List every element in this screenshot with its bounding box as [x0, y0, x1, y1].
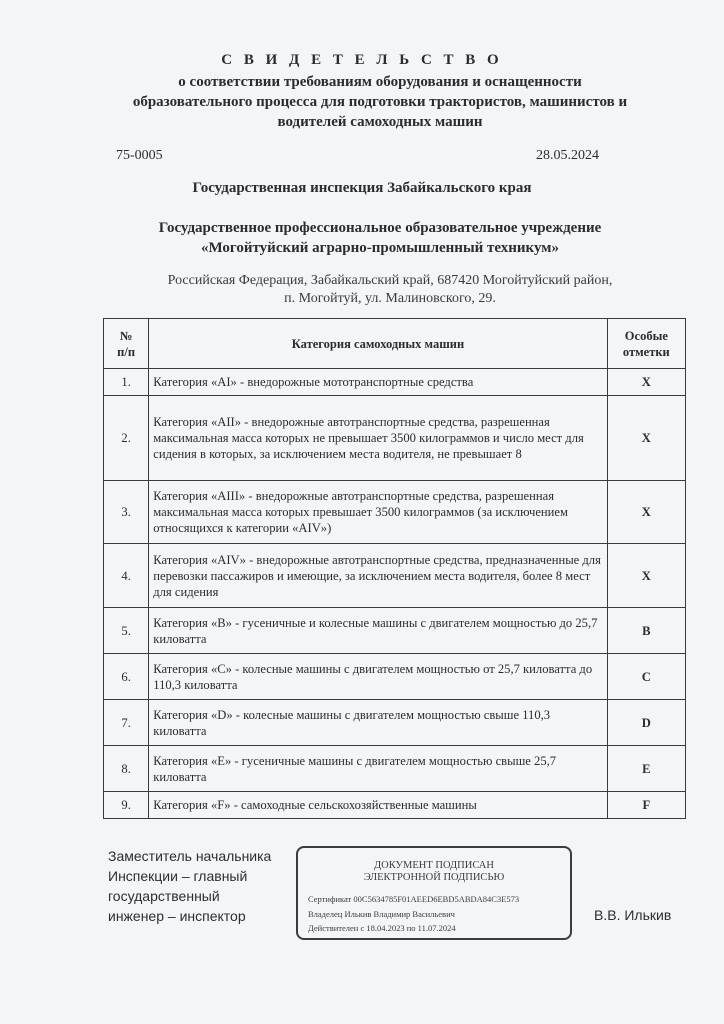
table-row: [104, 396, 686, 481]
table-row: [104, 654, 686, 700]
row-category: Категория «F» - самоходные сельскохозяйственные машины: [149, 792, 607, 819]
row-mark: E: [607, 746, 685, 792]
organization-address: [100, 272, 680, 308]
row-mark: Х: [607, 481, 685, 544]
table-row: [104, 369, 686, 396]
table-row: [104, 792, 686, 819]
electronic-signature-stamp: [296, 846, 572, 940]
stamp-owner: Владелец Илькив Владимир Васильевич: [308, 909, 455, 919]
header-category: Категория самоходных машин: [149, 319, 607, 369]
row-number: 5.: [104, 608, 149, 654]
row-category: Категория «C» - колесные машины с двигателем мощностью от 25,7 киловатта до 110,3 киловатта: [149, 654, 607, 700]
stamp-title-line-2: ЭЛЕКТРОННОЙ ПОДПИСЬЮ: [363, 872, 505, 883]
row-mark: Х: [607, 396, 685, 481]
row-mark: B: [607, 608, 685, 654]
row-number: 6.: [104, 654, 149, 700]
position-line-4: инженер – инспектор: [108, 908, 246, 924]
row-number: 9.: [104, 792, 149, 819]
row-number: 8.: [104, 746, 149, 792]
subtitle-line-3: водителей самоходных машин: [277, 114, 483, 130]
row-category: Категория «AIV» - внедорожные автотранспортные средства, предназначенные для перевозки пассажиров и имеющие, за исключением места водителя, более 8 мест для сидения: [149, 544, 607, 608]
row-mark: C: [607, 654, 685, 700]
certificate-date: 28.05.2024: [536, 148, 599, 163]
row-number: 3.: [104, 481, 149, 544]
table-row: [104, 700, 686, 746]
row-category: Категория «AI» - внедорожные мототранспортные средства: [149, 369, 607, 396]
header-marks-line-1: Особые: [624, 328, 668, 343]
row-category: Категория «D» - колесные машины с двигателем мощностью свыше 110,3 киловатта: [149, 700, 607, 746]
document-subtitle: [100, 72, 660, 132]
stamp-title: [298, 860, 570, 884]
header-marks: [607, 319, 685, 369]
table-row: [104, 608, 686, 654]
row-category: Категория «E» - гусеничные машины с двигателем мощностью свыше 25,7 киловатта: [149, 746, 607, 792]
organization-line-1: Государственное профессиональное образовательное учреждение: [158, 220, 602, 236]
row-number: 2.: [104, 396, 149, 481]
row-mark: D: [607, 700, 685, 746]
row-mark: Х: [607, 369, 685, 396]
header-number-line-2: п/п: [117, 344, 136, 359]
header-number-line-1: №: [119, 328, 133, 343]
stamp-certificate: Сертификат 00C5634785F01AEED6EBD5ABDA84C3E573: [308, 894, 520, 904]
organization-line-2: «Могойтуйский аграрно-промышленный техникум»: [200, 240, 560, 256]
header-number: [104, 319, 149, 369]
subtitle-line-2: образовательного процесса для подготовки трактористов, машинистов и: [132, 94, 628, 110]
row-category: Категория «B» - гусеничные и колесные машины с двигателем мощностью до 25,7 киловатта: [149, 608, 607, 654]
row-mark: Х: [607, 544, 685, 608]
table-row: [104, 746, 686, 792]
signatory-position: [108, 846, 308, 926]
table-row: [104, 544, 686, 608]
organization-name: [80, 218, 680, 258]
signatory-name: В.В. Илькив: [594, 907, 672, 923]
document-title: С В И Д Е Т Е Л Ь С Т В О: [221, 52, 503, 68]
position-line-3: государственный: [108, 888, 220, 904]
position-line-1: Заместитель начальника: [108, 848, 272, 864]
row-number: 1.: [104, 369, 149, 396]
subtitle-line-1: о соответствии требованиям оборудования и оснащенности: [178, 74, 582, 90]
row-category: Категория «AIII» - внедорожные автотранспортные средства, разрешенная максимальная масса которых превышает 3500 килограммов (за исключением относящихся к категории «AIV»): [149, 481, 607, 544]
position-line-2: Инспекции – главный: [108, 868, 248, 884]
row-category: Категория «AII» - внедорожные автотранспортные средства, разрешенная максимальная масса которых не превышает 3500 килограммов и число мест для сидения в которых, за исключением места водителя, не превышает 8: [149, 396, 607, 481]
stamp-title-line-1: ДОКУМЕНТ ПОДПИСАН: [374, 860, 494, 871]
row-number: 4.: [104, 544, 149, 608]
address-line-2: п. Могойтуй, ул. Малиновского, 29.: [284, 291, 496, 306]
certificate-number: 75-0005: [116, 148, 163, 163]
address-line-1: Российская Федерация, Забайкальский край, 687420 Могойтуйский район,: [167, 273, 613, 288]
header-marks-line-2: отметки: [622, 344, 670, 359]
categories-table: [103, 318, 686, 819]
table-row: [104, 481, 686, 544]
row-mark: F: [607, 792, 685, 819]
stamp-validity: Действителен с 18.04.2023 по 11.07.2024: [308, 923, 456, 933]
table-header-row: [104, 319, 686, 369]
issuing-authority: Государственная инспекция Забайкальского края: [192, 180, 532, 196]
row-number: 7.: [104, 700, 149, 746]
